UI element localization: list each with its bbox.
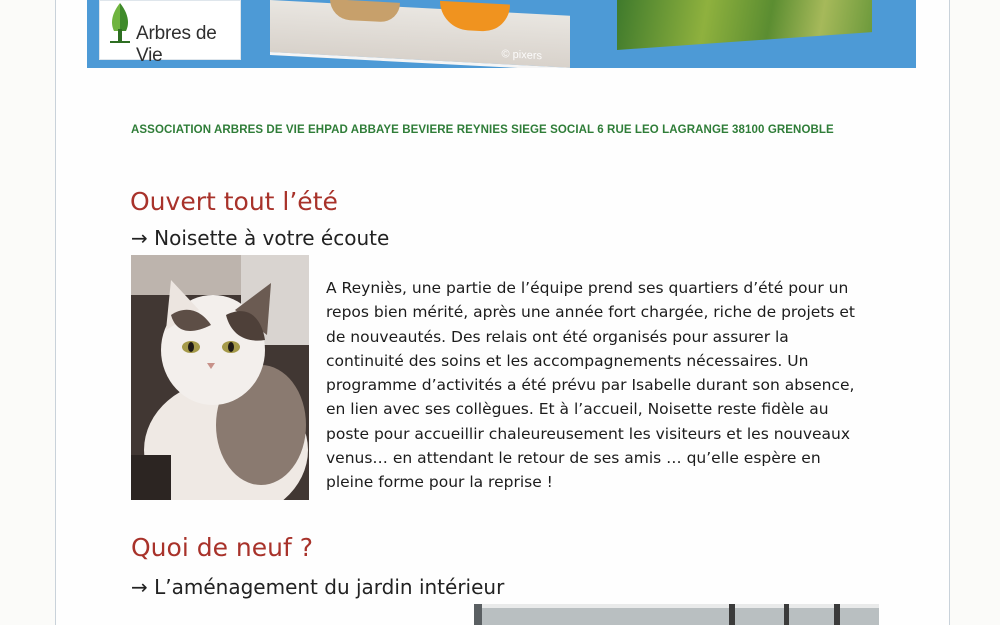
logo-text: Arbres de Vie bbox=[136, 23, 217, 66]
tree-logo-icon bbox=[106, 1, 134, 47]
garden-photo bbox=[474, 604, 879, 625]
pumpkin-shape bbox=[440, 1, 510, 33]
logo bbox=[99, 0, 241, 66]
photo-credit: © pixers bbox=[501, 48, 542, 63]
section-subtitle-noisette: → Noisette à votre écoute bbox=[131, 226, 390, 250]
association-address: ASSOCIATION ARBRES DE VIE EHPAD ABBAYE BEVIERE REYNIES SIEGE SOCIAL 6 RUE LEO LAGRANGE 38100 GRENOBLE bbox=[131, 124, 834, 136]
header-photo-garden bbox=[617, 0, 872, 50]
header-photo-pumpkins bbox=[270, 0, 570, 68]
garden-image bbox=[474, 604, 879, 625]
header-banner bbox=[87, 0, 916, 68]
section-title-news: Quoi de neuf ? bbox=[131, 533, 313, 562]
pumpkin-shape bbox=[330, 0, 400, 23]
section-paragraph-summer: A Reyniès, une partie de l’équipe prend ses quartiers d’été pour un repos bien mérité, après une année fort chargée, riche de projets et de nouveautés. Des relais ont été organisés pour assurer la continuité des soins et les accompagnements nécessaires. Un programme d’activités a été prévu par Isabelle durant son absence, en lien avec ses collègues. Et à l’accueil, Noisette reste fidèle au poste pour accueillir chaleureusement les visiteurs et les nouveaux venus… en attendant le retour de ses amis … qu’elle espère en pleine forme pour la reprise ! bbox=[326, 279, 855, 492]
cat-image bbox=[131, 255, 309, 500]
section-subtitle-garden: → L’aménagement du jardin intérieur bbox=[131, 575, 505, 599]
cat-photo bbox=[131, 255, 309, 500]
section-title-summer: Ouvert tout l’été bbox=[130, 187, 338, 216]
